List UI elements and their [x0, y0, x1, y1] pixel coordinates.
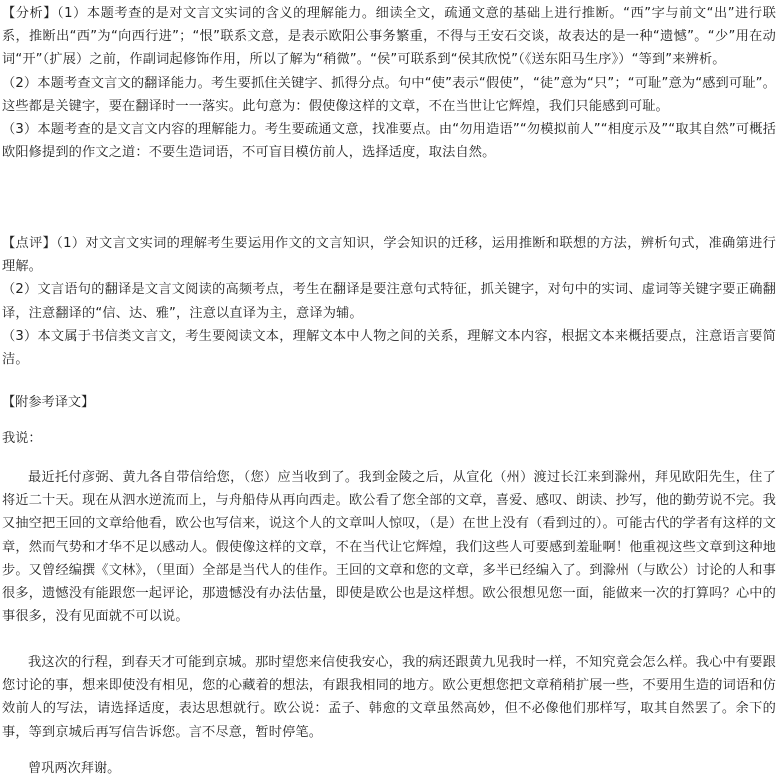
- translation-paragraph-1-text: 最近托付彦弼、黄九各自带信给您，（您）应当收到了。我到金陵之后，从宣化（州）渡过长江来到滁州，拜见欧阳先生，住了将近二十天。现在从泗水逆流而上，与舟船侍从再向西走。欧公看了您全部的文章，喜爱、感叹、朗读、抄写，他的勤劳说不完。我又抽空把王回的文章给他看，欧公也写信来，说这个人的文章叫人惊叹，（是）在世上没有（看到过的）。可能古代的学者有这样的文章，然而气势和才华不足以感动人。假使像这样的文章，不在当代让它辉煌，我们这些人可要感到羞耻啊！他重视这些文章到这种地步。又曾经编撰《文林》，（里面）全部是当代人的佳作。王回的文章和您的文章，多半已经编入了。到滁州（与欧公）讨论的人和事很多，遗憾没有能跟您一起评论，那遗憾没有办法估量，即使是欧公也是这样想。欧公很想见您一面，能做来一次的打算吗？心中的事很多，没有见面就不可以说。: [2, 470, 776, 625]
- comment-point-2: （2）文言语句的翻译是文言文阅读的高频考点，考生在翻译是要注意句式特征，抓关键字，对句中的实词、虚词等关键字要正确翻译，注意翻译的“信、达、雅”，注意以直译为主，意译为辅。: [2, 282, 776, 321]
- translation-paragraph-1: [0, 466, 776, 628]
- translation-paragraph-2: [0, 651, 776, 744]
- analysis-point-3: （3）本题考查的是文言文内容的理解能力。考生要疏通文意，找准要点。由“勿用造语”“勿模拟前人”“相度示及”“取其自然”可概括欧阳修提到的作文之道：不要生造词语，不可盲目模仿前人，选择适度，取法自然。: [2, 122, 776, 161]
- comment-point-1: 【点评】（1）对文言文实词的理解考生要运用作文的文言知识，学会知识的迁移，运用推断和联想的方法，辨析句式，准确第进行理解。: [2, 236, 776, 275]
- analysis-point-2: （2）本题考查文言文的翻译能力。考生要抓住关键字、抓得分点。句中“使”表示“假使”，“徒”意为“只”；“可耻”意为“感到可耻”。这些都是关键字，要在翻译时一一落实。此句意为：假使像这样的文章，不在当世让它辉煌，我们只能感到可耻。: [2, 75, 776, 114]
- analysis-section: [0, 2, 776, 164]
- comment-section: [0, 232, 776, 371]
- comment-point-3: （3）本文属于书信类文言文，考生要阅读文本，理解文本中人物之间的关系，理解文本内容，根据文本来概括要点，注意语言要简洁。: [2, 328, 776, 368]
- translation-greeting: 我说：: [2, 431, 42, 446]
- translation-closing: 曾巩两次拜谢。: [28, 761, 121, 776]
- translation-heading: 【附参考译文】: [2, 395, 95, 410]
- translation-paragraph-2-text: 我这次的行程，到春天才可能到京城。那时望您来信使我安心，我的病还跟黄九见我时一样，不知究竟会怎么样。我心中有要跟您讨论的事，想来即使没有相见，您的心藏着的想法，有跟我相同的地方。欧公更想您把文章稍稍扩展一些，不要用生造的词语和仿效前人的写法，请选择适度，表达思想就行。欧公说：孟子、韩愈的文章虽然高妙，但不必像他们那样写，取其自然罢了。余下的事，等到京城后再写信告诉您。言不尽意，暂时停笔。: [2, 655, 776, 740]
- analysis-point-1: 【分析】（1）本题考查的是对文言文实词的含义的理解能力。细读全文，疏通文意的基础上进行推断。“西”字与前文“出”进行联系，推断出“西”为“向西行进”；“恨”联系文意，是表示欧阳公事务繁重，不得与王安石交谈，故表达的是一种“遗憾”。“少”用在动词“开”（扩展）之前，作副词起修饰作用，所以了解为“稍微”。“侯”可联系到“侯其欣悦”（《送东阳马生序》）“等到”来辨析。: [2, 6, 776, 68]
